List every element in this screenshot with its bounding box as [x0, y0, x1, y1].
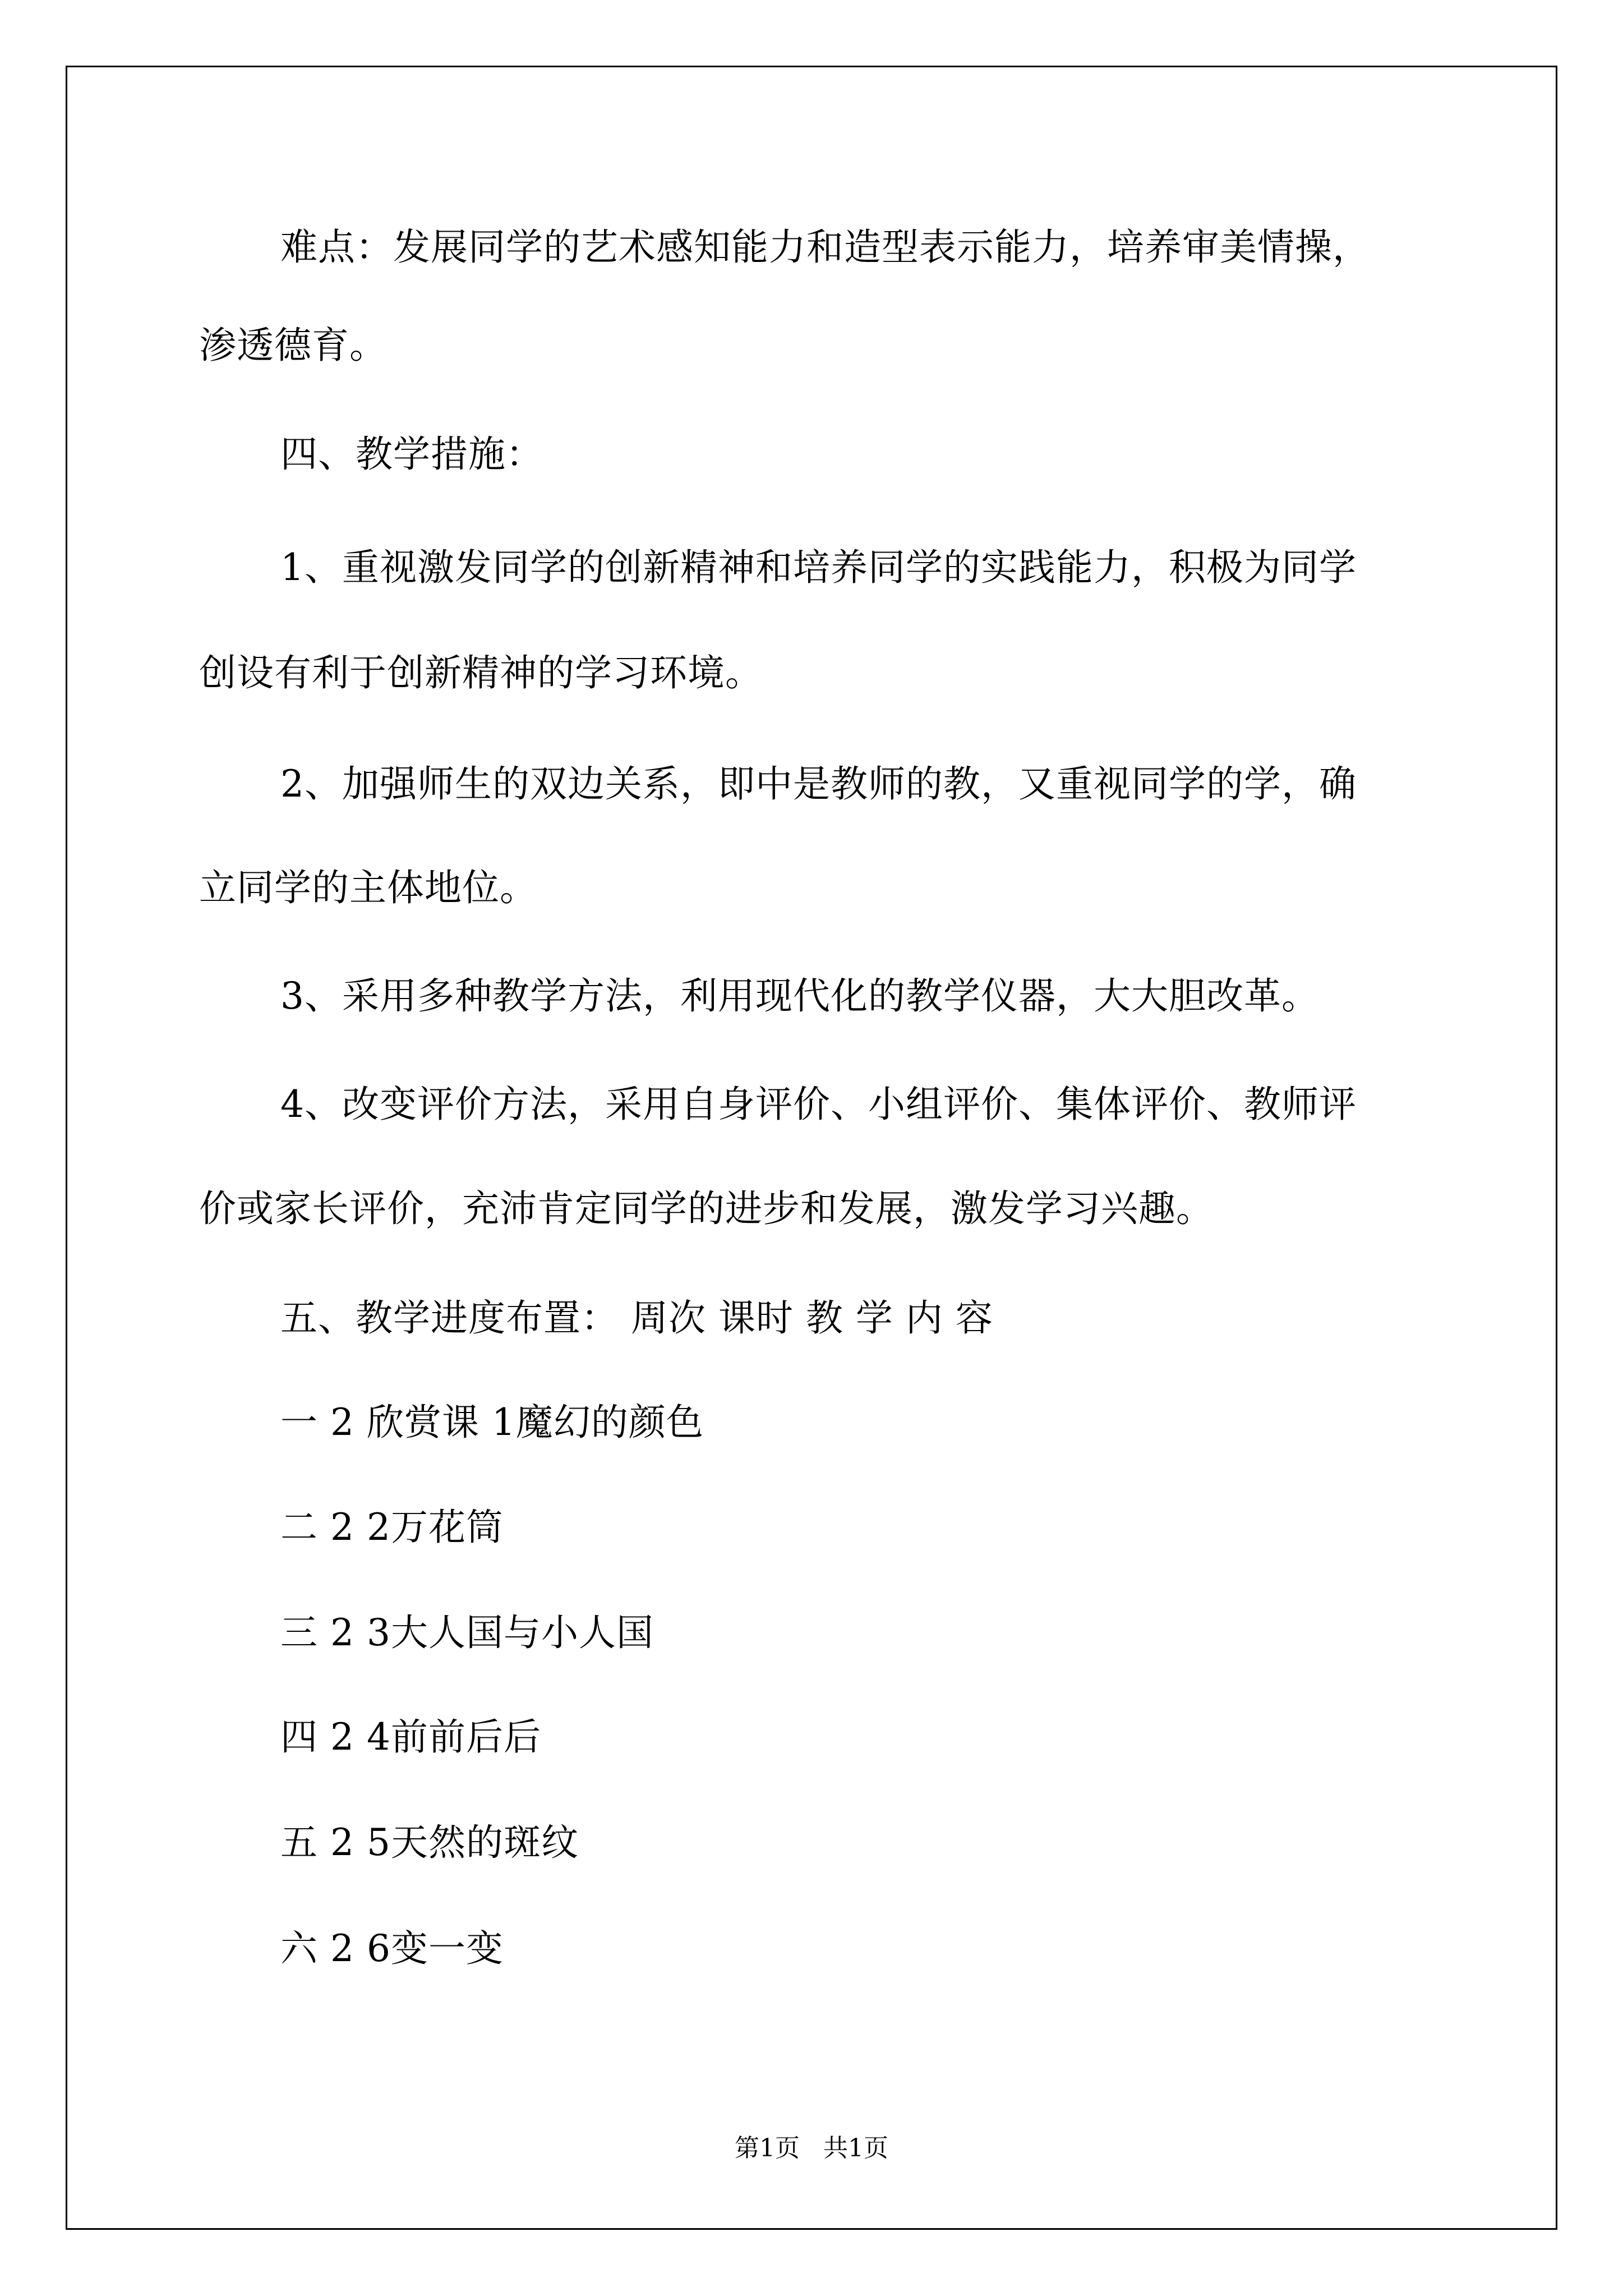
- measure-item-2: 2、加强师生的双边关系，即中是教师的教，又重视同学的学，确: [280, 762, 1357, 806]
- schedule-row: 六 2 6变一变: [280, 1927, 504, 1970]
- measure-item-4: 4、改变评价方法，采用自身评价、小组评价、集体评价、教师评: [280, 1083, 1357, 1126]
- schedule-row: 四 2 4前前后后: [280, 1715, 541, 1759]
- measure-item-3: 3、采用多种教学方法，利用现代化的教学仪器，大大胆改革。: [280, 974, 1319, 1018]
- section-heading-measures: 四、教学措施：: [280, 432, 543, 476]
- schedule-row: 二 2 2万花筒: [280, 1506, 504, 1549]
- paragraph-difficulty: 难点：发展同学的艺术感知能力和造型表示能力，培养审美情操，: [280, 226, 1370, 269]
- page-footer: 第1页 共1页: [735, 2134, 888, 2162]
- measure-item-2-cont: 立同学的主体地位。: [199, 866, 537, 909]
- schedule-row: 五 2 5天然的斑纹: [280, 1821, 579, 1864]
- section-heading-schedule: 五、教学进度布置： 周次 课时 教 学 内 容: [280, 1296, 993, 1340]
- measure-item-1: 1、重视激发同学的创新精神和培养同学的实践能力，积极为同学: [280, 546, 1357, 589]
- schedule-row: 三 2 3大人国与小人国: [280, 1611, 654, 1654]
- measure-item-4-cont: 价或家长评价，充沛肯定同学的进步和发展，激发学习兴趣。: [199, 1187, 1214, 1230]
- schedule-row: 一 2 欣赏课 1魔幻的颜色: [280, 1401, 704, 1444]
- measure-item-1-cont: 创设有利于创新精神的学习环境。: [199, 651, 763, 694]
- paragraph-difficulty-cont: 渗透德育。: [199, 324, 387, 367]
